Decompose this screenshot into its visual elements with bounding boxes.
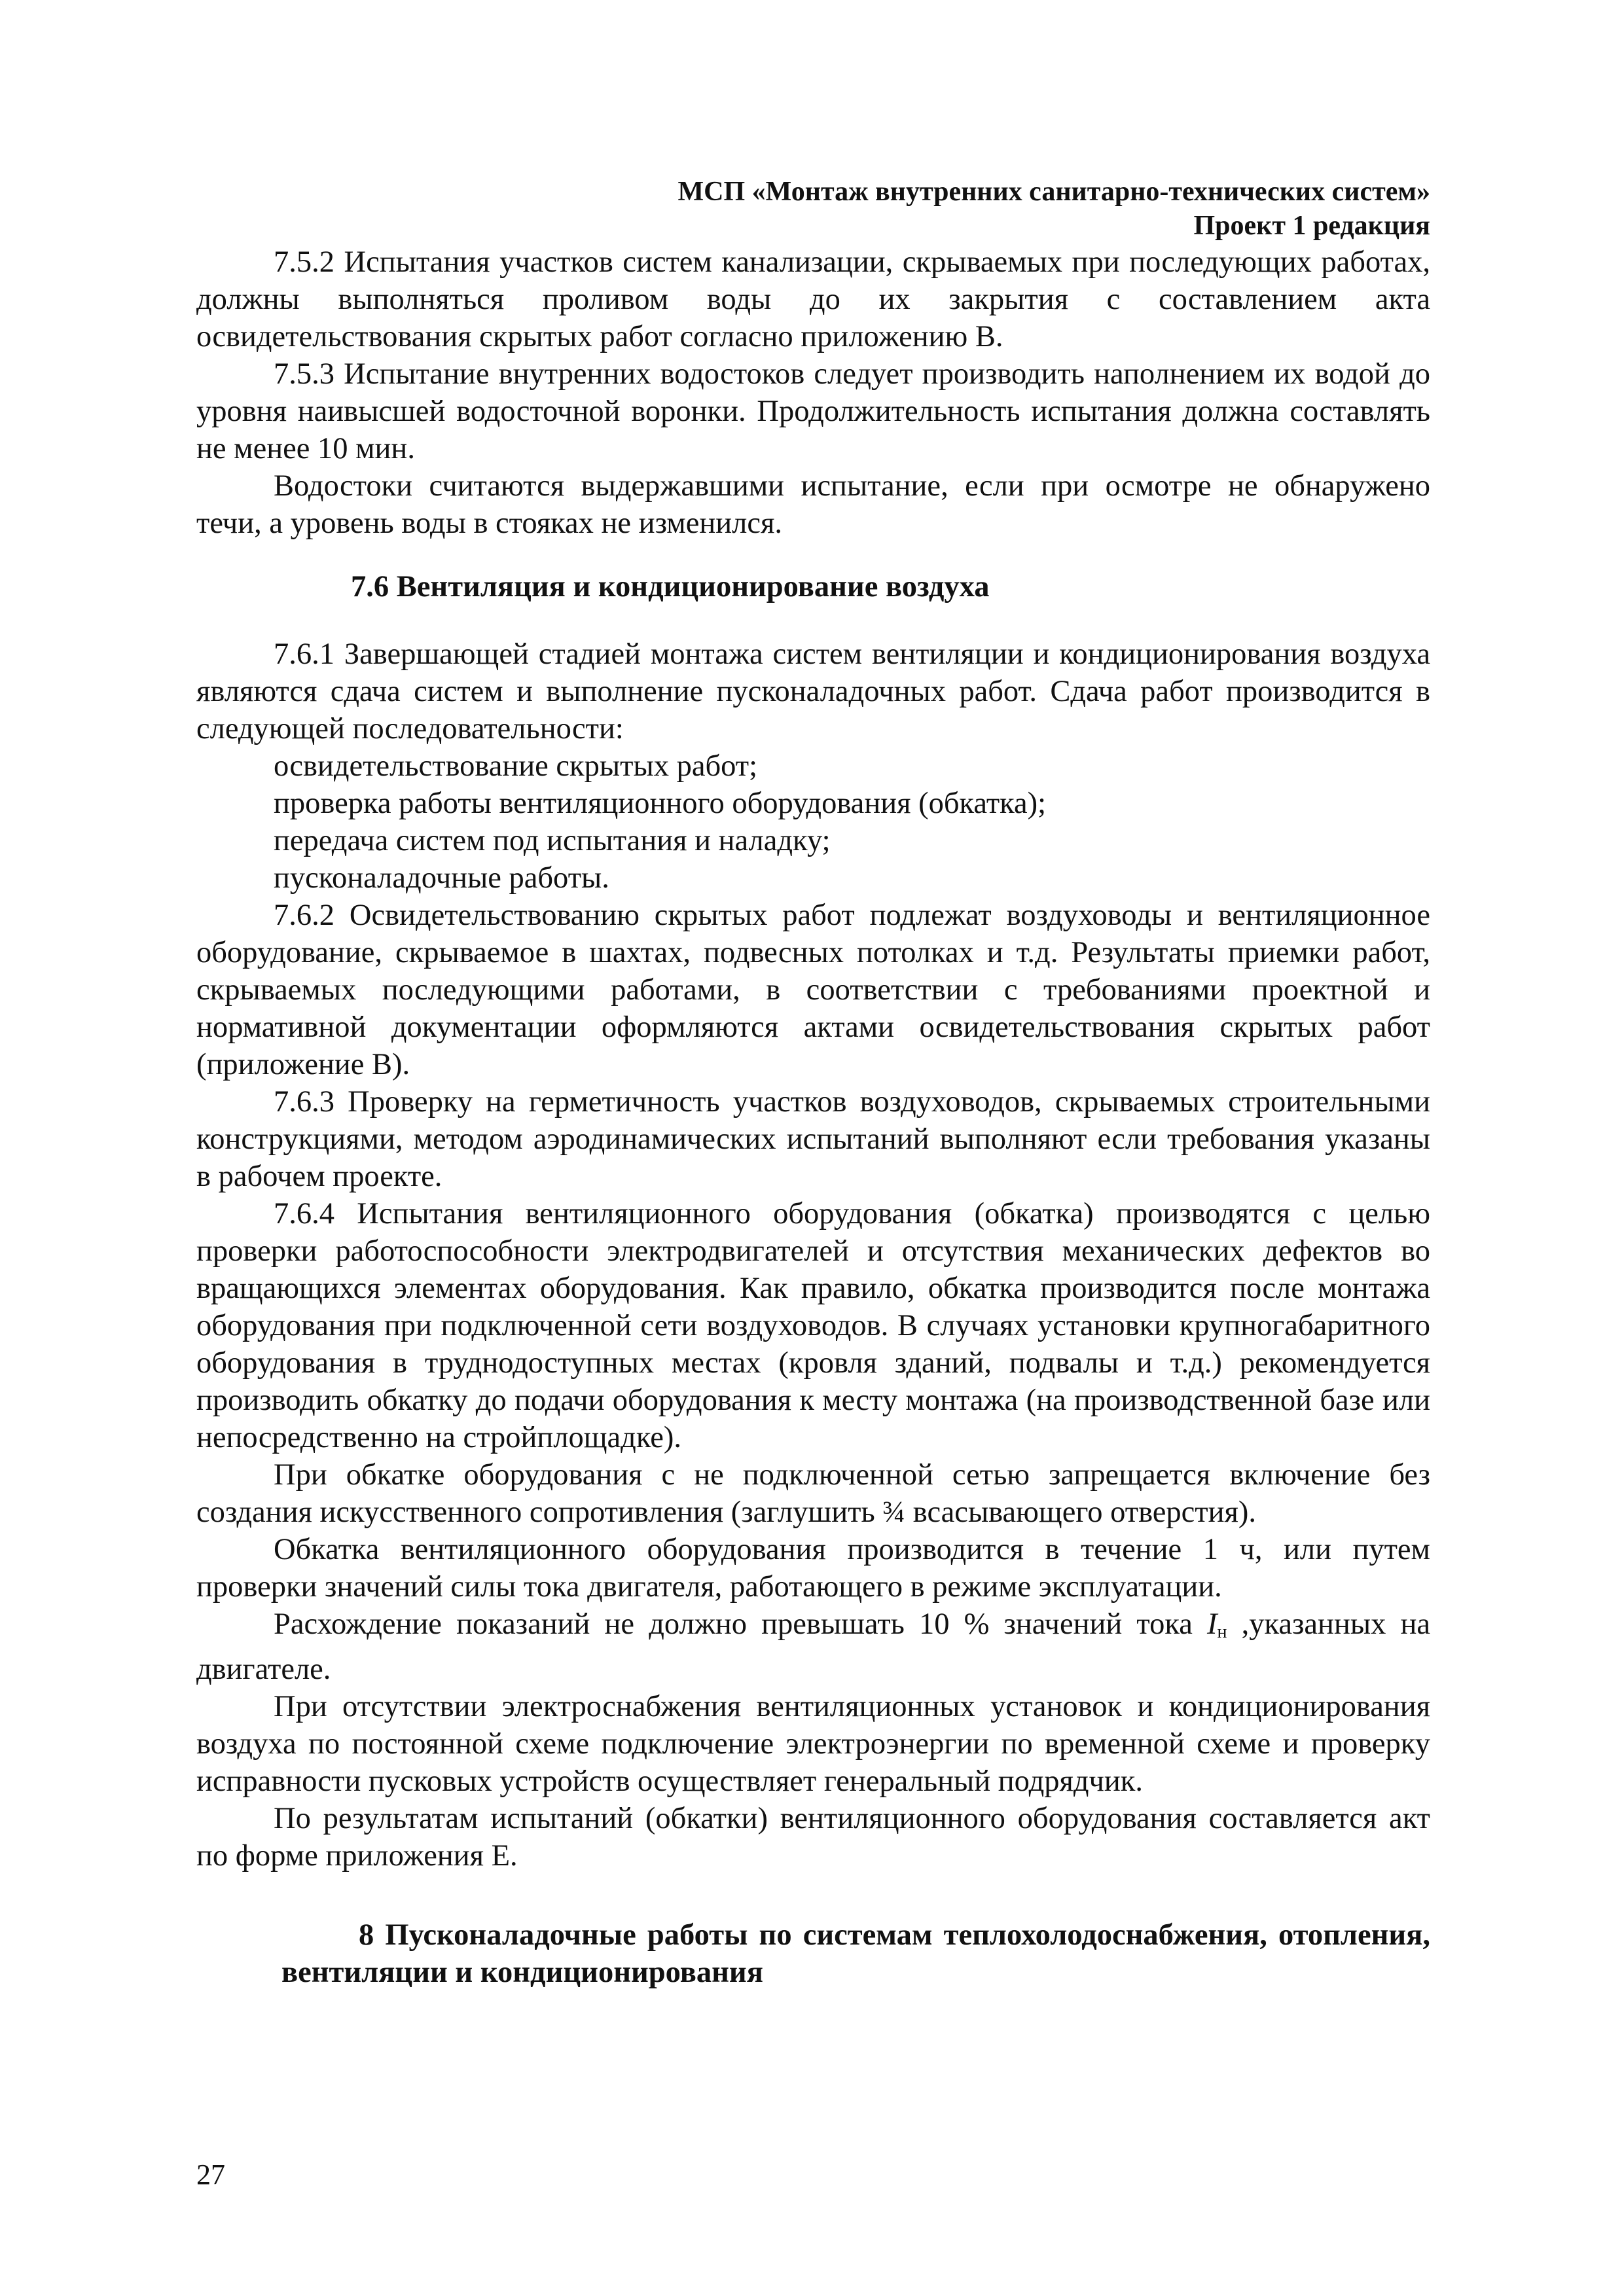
paragraph-7-5-3: 7.5.3 Испытание внутренних водостоков следует производить наполнением их водой до уровня наивысшей водосточной воронки. Продолжительность испытания должна составлять не менее 10 мин. (196, 357, 1430, 465)
paragraph-7-6-3: 7.6.3 Проверку на герметичность участков воздуховодов, скрываемых строительными конструкциями, методом аэродинамических испытаний выполняют если требования указаны в рабочем проекте. (196, 1085, 1430, 1193)
paragraph-run-in: Обкатка вентиляционного оборудования производится в течение 1 ч, или путем проверки значений силы тока двигателя, работающего в режиме эксплуатации. (196, 1533, 1430, 1604)
list-item-2: проверка работы вентиляционного оборудования (обкатка); (274, 787, 1047, 820)
page-number: 27 (196, 2159, 225, 2191)
paragraph-7-6-4: 7.6.4 Испытания вентиляционного оборудования (обкатка) производятся с целью проверки работоспособности электродвигателей и отсутствия механических дефектов во вращающихся элементах оборудования. Как правило, обкатка производится после монтажа оборудования при подключенной сети воздуховодов. В случаях установки крупногабаритного оборудования в труднодоступных местах (кровля зданий, подвалы и т.д.) рекомендуется производить обкатку до подачи оборудования к месту монтажа (на производственной базе или непосредственно на стройплощадке). (196, 1197, 1430, 1454)
list-item-3: передача систем под испытания и наладку; (274, 824, 831, 857)
paragraph-results: По результатам испытаний (обкатки) вентиляционного оборудования составляется акт по форме приложения Е. (196, 1802, 1430, 1873)
section-heading-7-6: 7.6 Вентиляция и кондиционирование воздуха (351, 570, 990, 603)
header-edition: Проект 1 редакция (1193, 211, 1430, 241)
paragraph-7-6-2: 7.6.2 Освидетельствованию скрытых работ подлежат воздуховоды и вентиляционное оборудование, скрываемое в шахтах, подвесных потолках и т.д. Результаты приемки работ, скрываемых последующими работами, в соответствии с требованиями проектной и нормативной документации оформляются актами освидетельствования скрытых работ (приложение В). (196, 899, 1430, 1081)
list-item-4: пусконаладочные работы. (274, 861, 609, 895)
current-symbol-subscript: н (1217, 1622, 1227, 1642)
list-item-1: освидетельствование скрытых работ; (274, 749, 758, 783)
section-heading-8: 8 Пусконаладочные работы по системам теплохолодоснабжения, отопления, вентиляции и кондиционирования (281, 1918, 1430, 1989)
paragraph-drains: Водостоки считаются выдержавшими испытание, если при осмотре не обнаружено течи, а уровень воды в стояках не изменился. (196, 469, 1430, 540)
paragraph-7-5-2: 7.5.2 Испытания участков систем канализации, скрываемых при последующих работах, должны выполняться проливом воды до их закрытия с составлением акта освидетельствования скрытых работ согласно приложению В. (196, 245, 1430, 353)
deviation-text-end: ,указанных на двигателе. (196, 1607, 1430, 1686)
paragraph-power-supply: При отсутствии электроснабжения вентиляционных установок и кондиционирования воздуха по постоянной схеме подключение электроэнергии по временной схеме и проверку исправности пусковых устройств осуществляет генеральный подрядчик. (196, 1690, 1430, 1798)
deviation-text-start: Расхождение показаний не должно превышать 10 % значений тока (274, 1607, 1208, 1641)
body-text (196, 243, 1430, 1991)
header-title: МСП «Монтаж внутренних санитарно-технических систем» (677, 177, 1430, 207)
paragraph-7-6-1: 7.6.1 Завершающей стадией монтажа систем вентиляции и кондиционирования воздуха являются сдача систем и выполнение пусконаладочных работ. Сдача работ производится в следующей последовательности: (196, 637, 1430, 745)
current-symbol: I (1207, 1607, 1218, 1641)
paragraph-deviation (196, 1605, 1430, 1688)
paragraph-not-connected: При обкатке оборудования с не подключенной сетью запрещается включение без создания искусственного сопротивления (заглушить ¾ всасывающего отверстия). (196, 1458, 1430, 1529)
